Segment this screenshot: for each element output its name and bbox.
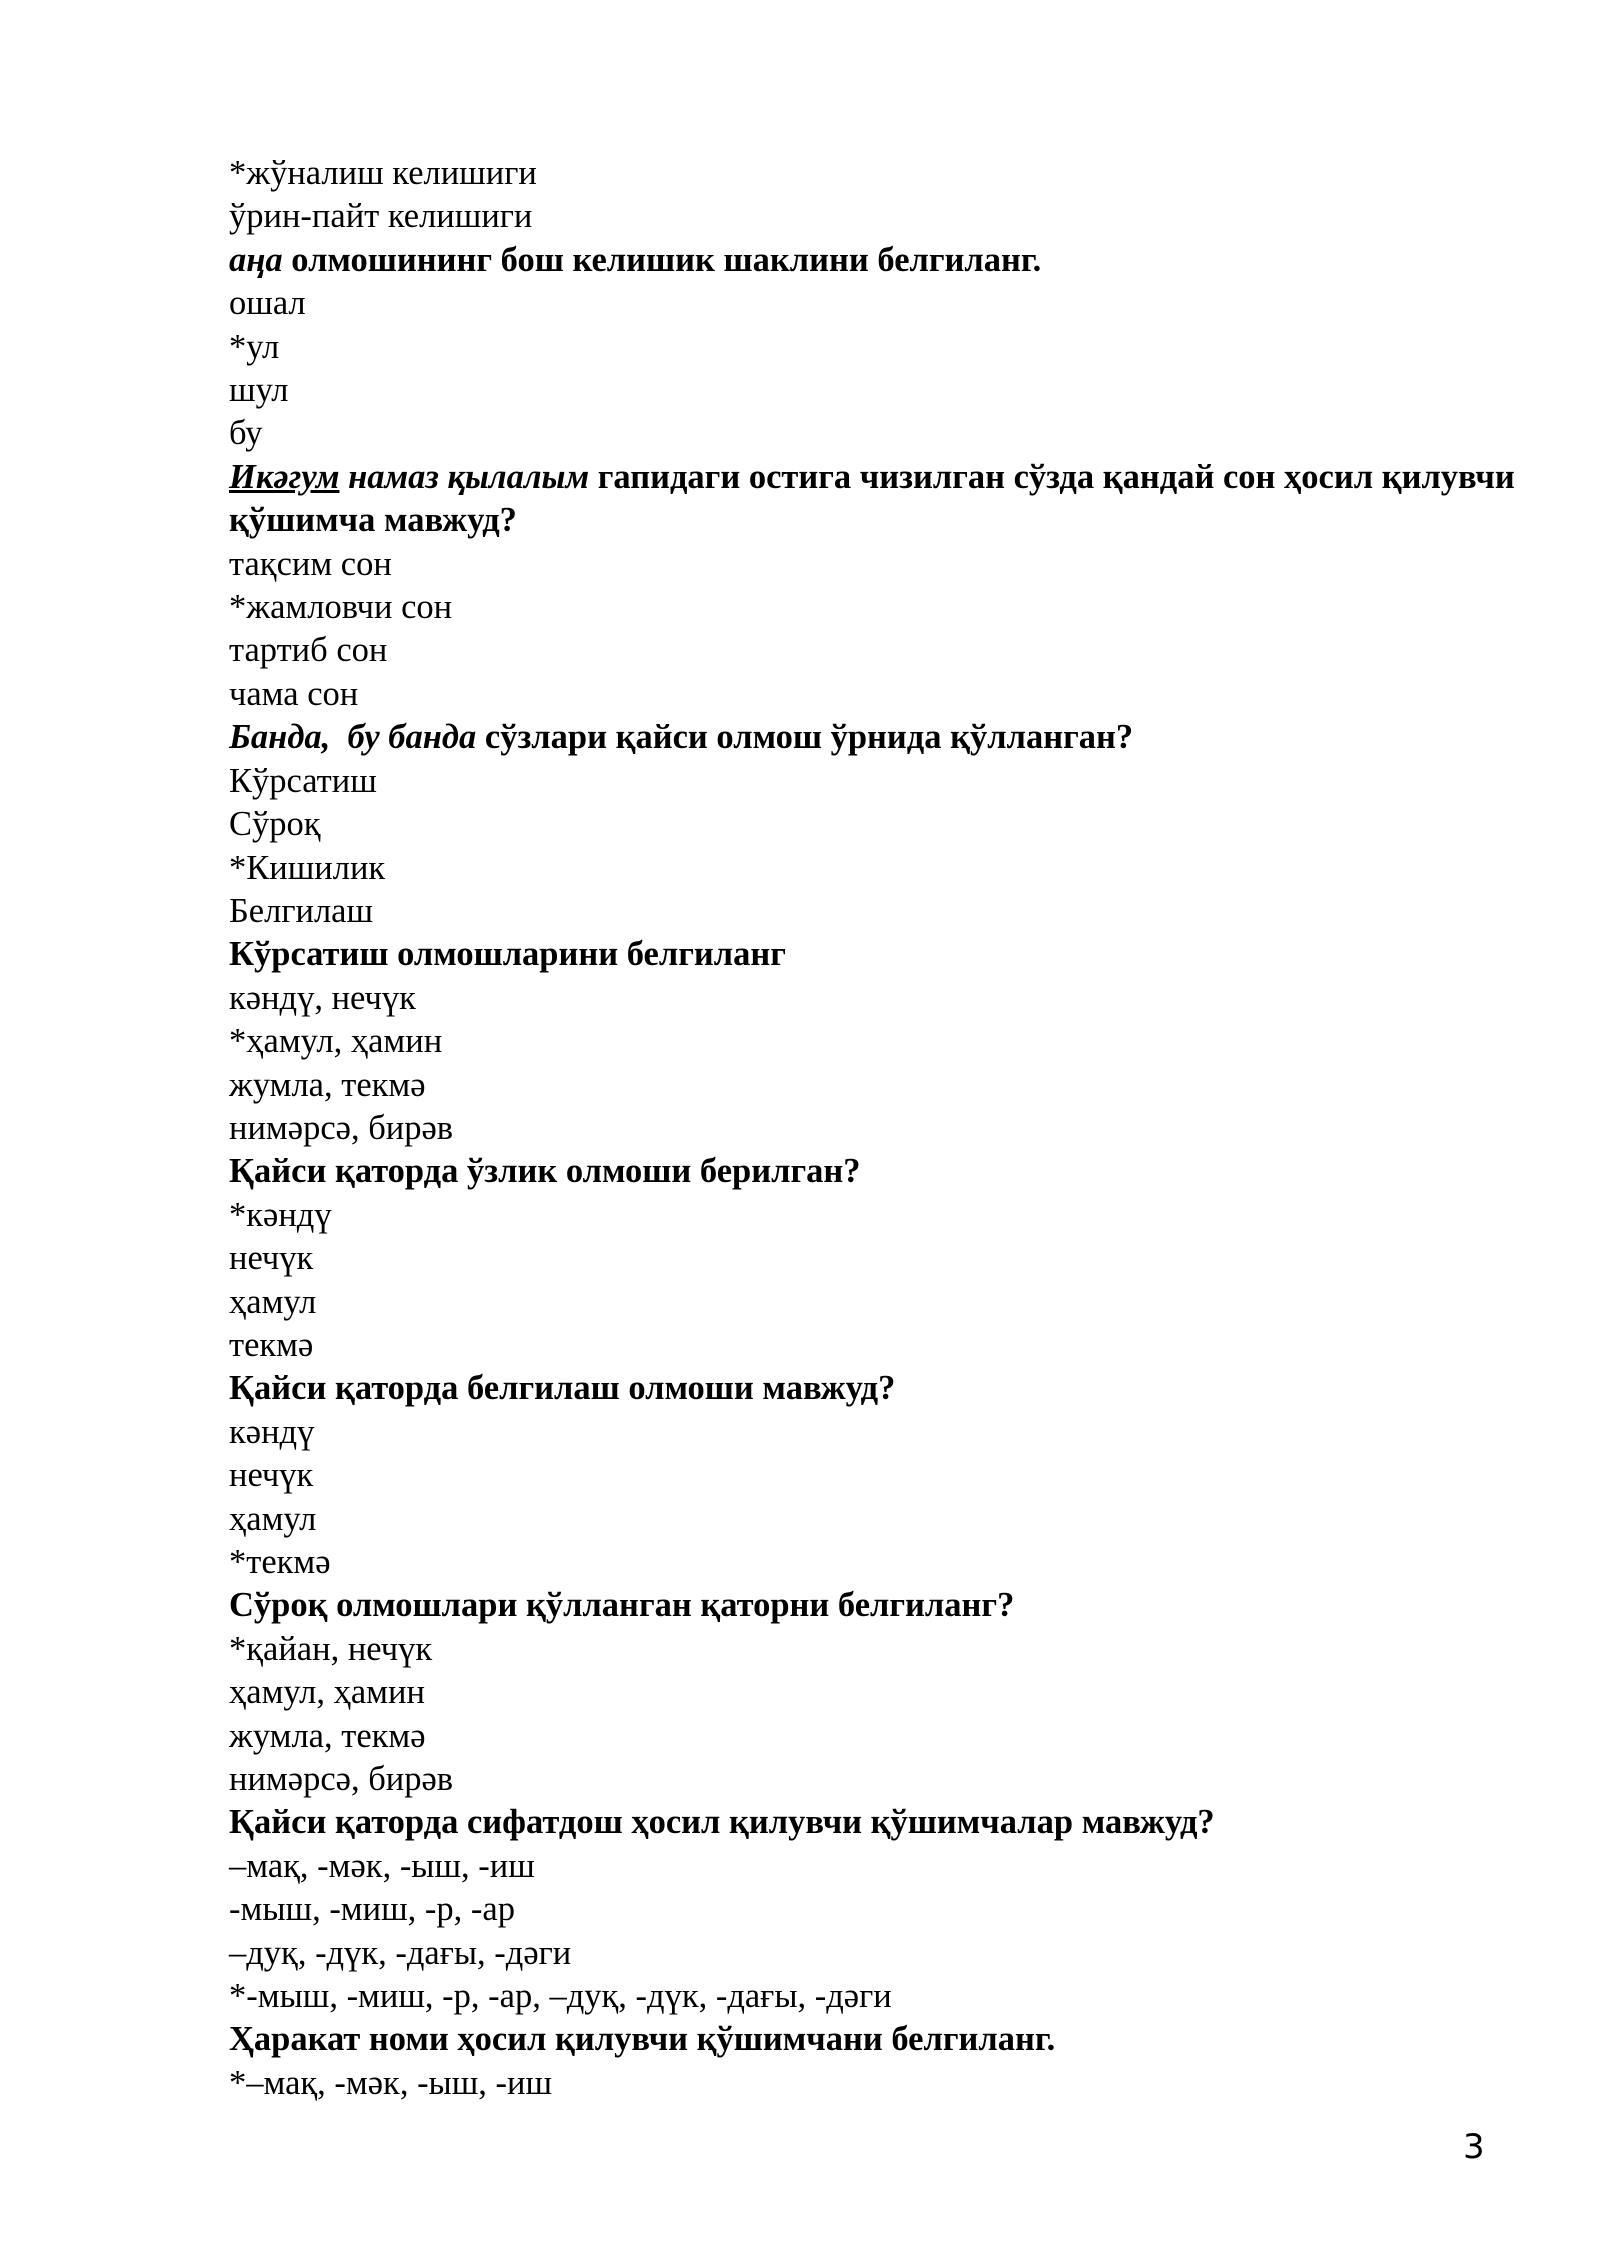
question-emphasis: Банда, бу банда	[229, 718, 477, 757]
question-line	[229, 239, 1529, 282]
question-line: Қайси қаторда белгилаш олмоши мавжуд?	[229, 1369, 896, 1408]
answer-line: нимәрсә, бирәв	[229, 1760, 454, 1799]
answer-line: ошал	[229, 284, 306, 323]
question-text: гапидаги остига чизилган сўзда қандай сон ҳосил қилувчи қўшимча мавжуд?	[229, 457, 1515, 540]
answer-line: –мақ, -мәк, -ыш, -иш	[229, 1846, 535, 1885]
answer-line: *текмә	[229, 1543, 331, 1581]
answer-line: Кўрсатиш	[229, 761, 377, 800]
answer-line: нечүк	[229, 1239, 314, 1278]
answer-line: *ҳамул, ҳамин	[229, 1022, 443, 1061]
answer-line: ўрин-пайт келишиги	[229, 197, 533, 236]
question-line: Қайси қаторда сифатдош ҳосил қилувчи қўшимчалар мавжуд?	[229, 1803, 1215, 1842]
answer-line: чама сон	[229, 674, 359, 713]
answer-line: текмә	[229, 1325, 314, 1364]
answer-line: –дуқ, -дүк, -дағы, -дәги	[229, 1933, 572, 1972]
answer-line: ҳамул	[229, 1282, 317, 1321]
answer-line: нимәрсә, бирәв	[229, 1108, 454, 1147]
answer-line: жумла, текмә	[229, 1716, 426, 1755]
answer-line: тақсим сон	[229, 544, 392, 583]
answer-line: Белгилаш	[229, 891, 374, 930]
answer-line: *кәндү	[229, 1195, 332, 1234]
question-emphasis: аңа	[229, 240, 283, 279]
answer-line: *Кишилик	[229, 848, 386, 887]
answer-line: *жўналиш келишиги	[229, 154, 537, 192]
answer-line: ҳамул	[229, 1499, 317, 1538]
answer-line: -мыш, -миш, -р, -ар	[229, 1890, 515, 1929]
question-underlined-word: Икәгум	[229, 457, 340, 496]
answer-line: ҳамул, ҳамин	[229, 1673, 425, 1712]
answer-line: *–мақ, -мәк, -ыш, -иш	[229, 2063, 553, 2102]
document-page	[229, 152, 1529, 2105]
question-emphasis: намаз қылалым	[339, 457, 590, 496]
answer-line: жумла, текмә	[229, 1065, 426, 1104]
question-line	[229, 716, 1529, 759]
answer-line: *-мыш, -миш, -р, -ар, –дуқ, -дүк, -дағы, -дәги	[229, 1977, 892, 2016]
answer-line: нечүк	[229, 1456, 314, 1495]
question-text: олмошининг бош келишик шаклини белгиланг.	[282, 240, 1042, 279]
question-line: Ҳаракат номи ҳосил қилувчи қўшимчани белгиланг.	[229, 2020, 1056, 2059]
answer-line: бу	[229, 414, 263, 453]
answer-line: тартиб сон	[229, 631, 388, 670]
question-line: Қайси қаторда ўзлик олмоши берилган?	[229, 1152, 861, 1191]
answer-line: *ул	[229, 327, 280, 366]
question-line	[229, 456, 1519, 543]
answer-line: шул	[229, 371, 289, 410]
answer-line: *жамловчи сон	[229, 588, 453, 627]
answer-line: кәндү, нечүк	[229, 978, 416, 1017]
answer-line: Сўроқ	[229, 805, 321, 844]
question-line: Кўрсатиш олмошларини белгиланг	[229, 935, 786, 974]
answer-line: кәндү	[229, 1412, 315, 1451]
question-line: Сўроқ олмошлари қўлланган қаторни белгиланг?	[229, 1586, 1015, 1625]
page-number: 3	[1463, 2127, 1485, 2167]
answer-line: *қайан, нечүк	[229, 1629, 433, 1668]
question-text: сўзлари қайси олмош ўрнида қўлланган?	[476, 718, 1134, 757]
